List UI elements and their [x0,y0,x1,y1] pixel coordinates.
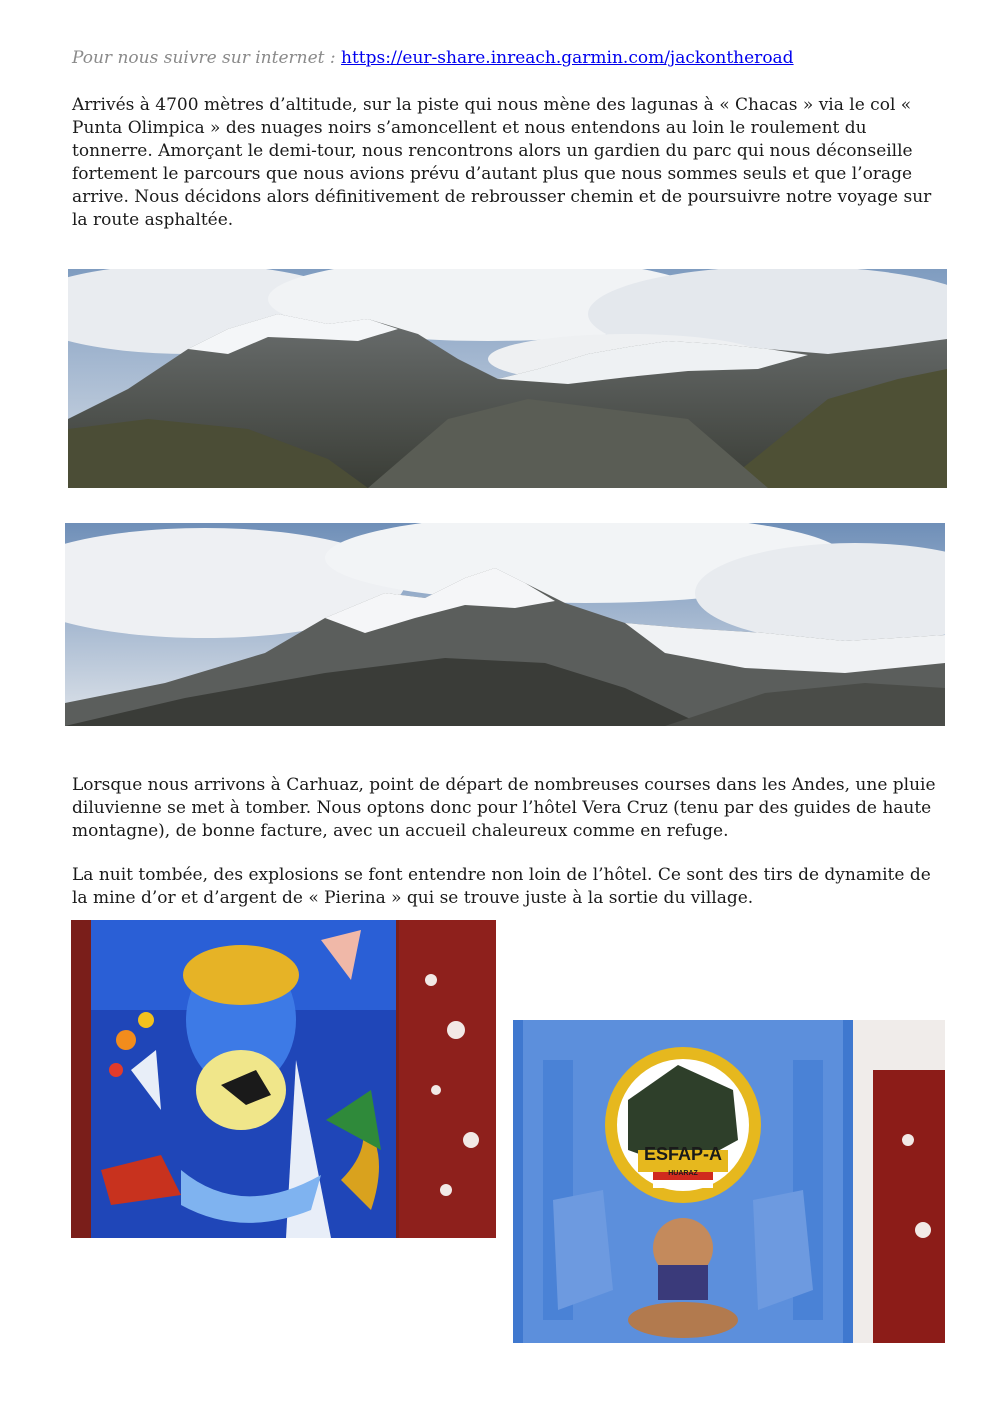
mural-logo-subtext: HUARAZ [668,1170,698,1177]
mountain-panorama-photo-1 [68,269,947,488]
paragraph-carhuaz: Lorsque nous arrivons à Carhuaz, point de départ de nombreuses courses dans les Andes, une pluie diluvienne se met à tomber. Nous optons donc pour l’hôtel Vera Cruz (tenu par des guides de haute montagne), de bonne facture, avec un accueil chaleureux comme en refuge. [72,775,936,841]
mural-esfapa-photo [513,1020,945,1343]
mural-logo-text: ESFAP-A [643,1144,722,1164]
mural-woman-photo [71,920,496,1238]
paragraph-night: La nuit tombée, des explosions se font entendre non loin de l’hôtel. Ce sont des tirs de dynamite de la mine d’or et d’argent de « Pierina » qui se trouve juste à la sortie du village. [72,865,931,908]
mountain-panorama-photo-2 [65,523,945,726]
follow-line [72,48,794,68]
follow-prefix: Pour nous suivre sur internet : [72,48,336,68]
paragraph-intro: Arrivés à 4700 mètres d’altitude, sur la piste qui nous mène des lagunas à « Chacas » via le col « Punta Olimpica » des nuages noirs s’amoncellent et nous entendons au loin le roulement du tonnerre. Amorçant le demi-tour, nous rencontrons alors un gardien du parc qui nous déconseille fortement le parcours que nous avions prévu d’autant plus que nous sommes seuls et que l’orage arrive. Nous décidons alors définitivement de rebrousser chemin et de poursuivre notre voyage sur la route asphaltée. [72,95,932,230]
tracking-link[interactable]: https://eur-share.inreach.garmin.com/jackontheroad [341,48,794,68]
